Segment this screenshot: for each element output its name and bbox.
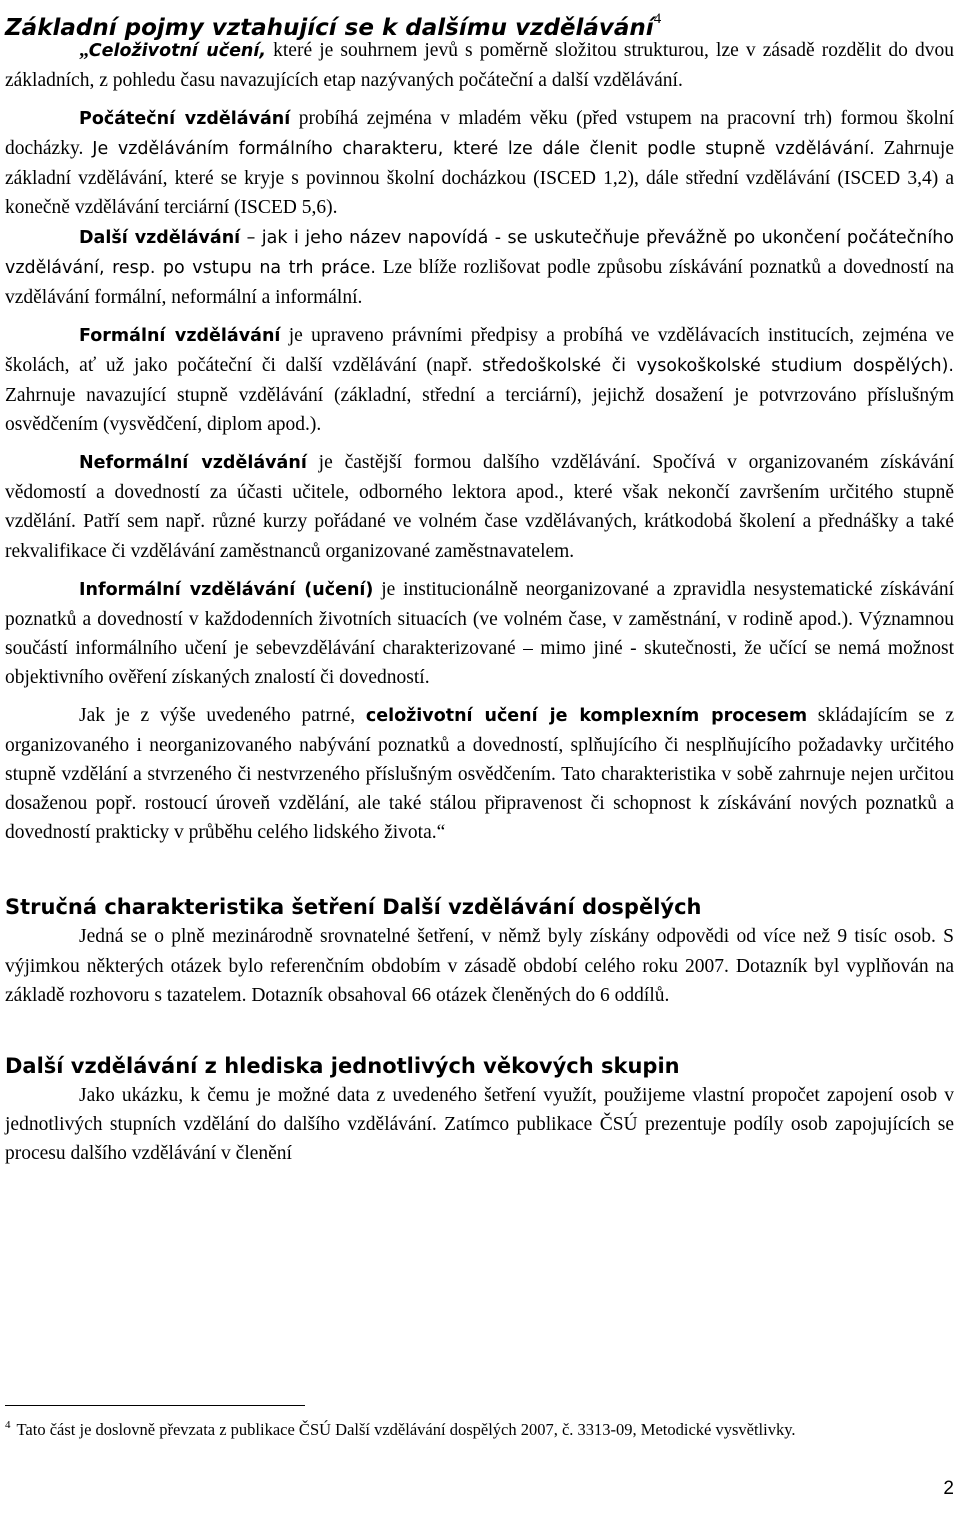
footnote-text: Tato část je doslovně převzata z publikace ČSÚ Další vzdělávání dospělých 2007, č. 3313-09, Metodické vysvětlivky. [16, 1420, 796, 1439]
page-number: 2 [943, 1478, 954, 1499]
footnote-divider [5, 1405, 305, 1406]
term-further-education: Další vzdělávání [79, 227, 241, 248]
close-quote: “ [436, 822, 446, 844]
paragraph-further-education [5, 223, 954, 312]
open-quote: „ [79, 40, 89, 61]
paragraph-text: Zahrnuje navazující stupně vzdělávání (základní, střední a terciární), jejichž dosažení je potvrzováno příslušným osvědčením (vysvědčení, diplom apod.). [5, 385, 954, 436]
paragraph-initial-education [5, 104, 954, 222]
paragraph-lifelong-learning [5, 36, 954, 95]
paragraph-text: které je souhrnem jevů s poměrně složitou strukturou, lze v zásadě rozdělit do dvou základních, z pohledu času navazujících etap nazývaných počáteční a další vzdělávání. [5, 40, 954, 92]
term-formal-education: Formální vzdělávání [79, 325, 281, 346]
paragraph-conclusion [5, 701, 954, 847]
paragraph-formal-education [5, 321, 954, 439]
paragraph-text-sans: středoškolské či vysokoškolské studium dospělých). [482, 355, 954, 376]
paragraph-text: Lze blíže rozlišovat podle způsobu získávání poznatků a dovedností na vzdělávání formální, neformální a informální. [5, 256, 954, 308]
paragraph-age-groups: Jako ukázku, k čemu je možné data z uvedeného šetření využít, použijeme vlastní propočet zapojení osob v jednotlivých stupních vzdělání do dalšího vzdělávání. Zatímco publikace ČSÚ prezentuje podíly osob zapojujících se procesu dalšího vzdělávání v členění [5, 1084, 954, 1164]
paragraph-text-sans: – jak i jeho název napovídá - se uskutečňuje převážně po ukončení počátečního vzdělávání, resp. po vstupu na trh práce. [5, 227, 954, 278]
paragraph-survey: Jedná se o plně mezinárodně srovnatelné šetření, v němž byly získány odpovědi od více než 9 tisíc osob. S výjimkou některých otázek bylo referenčním obdobím v zásadě období celého roku 2007. Dotazník byl vyplňován na základě rozhovoru s tazatelem. Dotazník obsahoval 66 otázek členěných do 6 oddílů. [5, 926, 954, 1006]
term-lifelong-learning: Celoživotní učení, [88, 41, 267, 61]
paragraph-nonformal-education [5, 448, 954, 565]
paragraph-text: je upraveno právními předpisy a probíhá ve vzdělávacích institucích, zejména ve školách, ať už jako počáteční či další vzdělávání (např. [5, 324, 954, 376]
paragraph-text: Zahrnuje základní vzdělávání, které se kryje s povinnou školní docházkou (ISCED 1,2), dále střední vzdělávání (ISCED 3,4) a konečně vzdělávání terciární (ISCED 5,6). [5, 138, 954, 219]
paragraph-text: je častější formou dalšího vzdělávání. Spočívá v organizovaném získávání vědomostí a dovedností za účasti učitele, odborného lektora apod., které však nekončí završením určitého stupně vzdělání. Patří sem např. různé kurzy pořádané ve volném čase vzdělávaných, krátkodobá školení a přednášky a také rekvalifikace či vzdělávání zaměstnanců organizované zaměstnavatelem. [5, 452, 954, 562]
paragraph-text-sans: Je vzděláváním formálního charakteru, které lze dále členit podle stupně vzdělávání. [92, 139, 875, 160]
term-nonformal-education: Neformální vzdělávání [79, 453, 307, 474]
term-complex-process: celoživotní učení je komplexním procesem [365, 705, 808, 726]
page-title [5, 0, 954, 41]
term-informal-education: Informální vzdělávání (učení) [79, 579, 374, 600]
footnote [5, 1413, 954, 1442]
footnote-number: 4 [5, 1419, 11, 1431]
term-initial-education: Počáteční vzdělávání [79, 109, 291, 130]
page-title-text: Základní pojmy vztahující se k dalšímu vzdělávání [5, 15, 654, 41]
section-heading-survey: Stručná charakteristika šetření Další vzdělávání dospělých [5, 895, 702, 920]
paragraph-text: je institucionálně neorganizované a zpravidla nesystematické získávání poznatků a dovedností v každodenních životních situacích (ve volném čase, v zaměstnání, v rodině apod.). Významnou součástí informálního učení je sebevzdělávání charakterizované – mimo jiné - skutečnosti, že učící se nemá možnost objektivního ověření získaných znalostí či dovedností. [5, 578, 955, 688]
paragraph-text: Jak je z výše uvedeného patrné, [79, 704, 366, 726]
section-heading-age-groups: Další vzdělávání z hlediska jednotlivých věkových skupin [5, 1053, 680, 1078]
footnote-ref: 4 [653, 11, 662, 27]
paragraph-text: Tato charakteristika v sobě zahrnuje nejen určitou dosaženou popř. rostoucí úroveň vzdělání, ale také stálou připravenost či schopnost k získávání nových poznatků a dovedností prakticky v průběhu celého lidského života. [5, 764, 954, 844]
paragraph-text: skládajícím se z organizovaného i neorganizovaného nabývání poznatků a dovedností, splňujícího či nesplňujícího požadavky určitého stupně vzdělání a stvrzeného či nestvrzeného příslušným osvědčením. [5, 704, 955, 786]
paragraph-text: probíhá zejména v mladém věku (před vstupem na pracovní trh) formou školní docházky. [5, 108, 954, 160]
paragraph-informal-education [5, 575, 954, 692]
